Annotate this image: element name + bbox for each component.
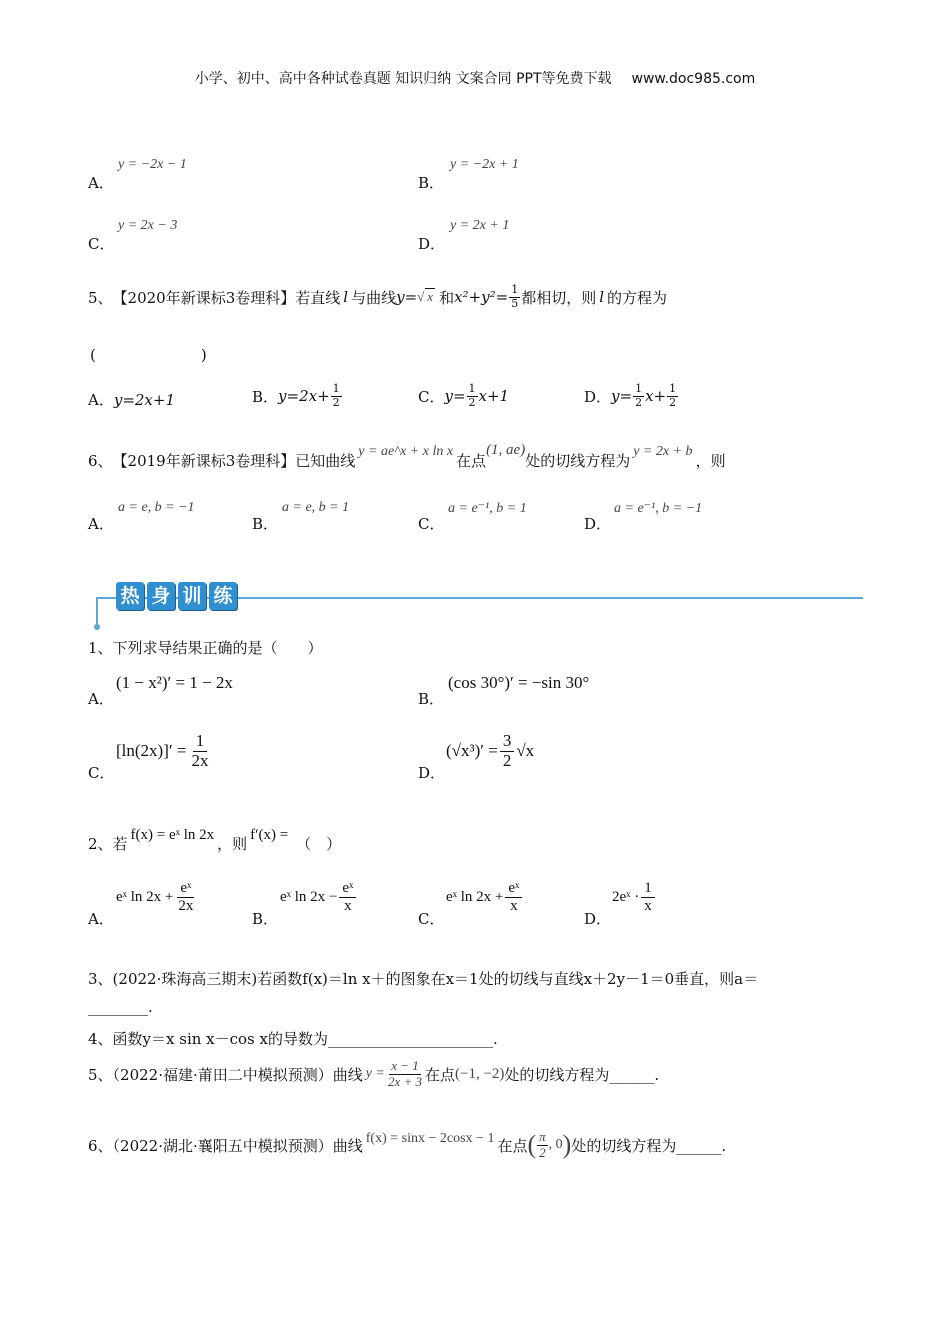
q4-option-b-label: B．	[418, 174, 445, 192]
q5-option-d-frac2-den: 2	[669, 395, 677, 409]
w1-option-c-expr-a: [ln(2x)]′ =	[116, 741, 187, 761]
w1-option-c-frac-den: 2x	[191, 750, 209, 770]
q5-frac-den: 5	[511, 296, 519, 310]
w1-option-c-frac	[188, 732, 211, 770]
w2-option-a-expr	[116, 880, 198, 914]
w1-option-c-label: C．	[88, 764, 115, 782]
q4-option-b-expr: y = −2x + 1	[450, 157, 519, 172]
w2-option-c-expr-a: eˣ ln 2x +	[446, 888, 504, 905]
w1-option-c-frac-num: 1	[193, 732, 208, 752]
header-text: 小学、初中、高中各种试卷真题 知识归纳 文案合同 PPT等免费下载	[194, 71, 612, 87]
w5-stem	[88, 1054, 659, 1094]
w1-option-b-label: B．	[418, 690, 445, 708]
q6-stem	[88, 443, 726, 477]
q5-option-a	[88, 389, 175, 410]
q5-option-b-frac-den: 2	[332, 395, 340, 409]
q4-option-c-label: C．	[88, 235, 115, 253]
w1-option-d-frac-num: 3	[500, 732, 515, 752]
q5-option-d-frac2	[667, 383, 678, 409]
w1-option-d-frac-den: 2	[502, 750, 512, 770]
w2-option-c-frac	[505, 880, 522, 914]
q5-frac-num: 1	[511, 283, 519, 296]
q5-option-d-frac-num: 1	[635, 381, 643, 395]
q6-option-a-label: A．	[88, 515, 114, 533]
q6-option-a-expr: a = e, b = −1	[118, 500, 195, 515]
q5-option-d-frac2-num: 1	[669, 381, 677, 395]
w5-frac-den: 2x + 3	[387, 1073, 422, 1089]
q5-option-b	[252, 377, 343, 415]
q5-option-d-frac-den: 2	[635, 395, 643, 409]
w2-option-c-frac-num: eˣ	[505, 880, 522, 898]
header-url[interactable]: www.doc985.com	[631, 71, 756, 87]
w2-option-a-expr-a: eˣ ln 2x +	[116, 888, 174, 905]
q5-sqrt	[417, 289, 435, 305]
q5-text-a: 若直线	[295, 288, 341, 307]
w2-option-d-expr	[612, 880, 657, 914]
w2-option-d-frac-den: x	[644, 897, 652, 914]
q5-option-d-expr-b: x+	[645, 387, 667, 405]
banner-char-1: 热	[116, 582, 144, 610]
w2-option-c-label: C．	[418, 910, 445, 928]
q6-text-b: 在点	[456, 451, 487, 470]
q6-option-c-label: C．	[418, 515, 445, 533]
q5-option-c-frac	[467, 383, 478, 409]
q5-option-c-expr-b: x+1	[478, 387, 510, 405]
w2-option-d-frac-num: 1	[641, 880, 655, 898]
q5-number: 5、	[88, 288, 113, 307]
w5-frac	[386, 1059, 424, 1090]
q6-option-b-label: B．	[252, 515, 279, 533]
q5-option-a-label: A．	[88, 391, 114, 409]
w1-option-d-label: D．	[418, 764, 446, 782]
w1-option-a-label: A．	[88, 690, 114, 708]
w1-option-d-expr-a: (√x³)′ =	[446, 741, 498, 761]
section-banner-dot	[94, 624, 100, 630]
w2-option-b-expr-a: eˣ ln 2x −	[280, 888, 338, 905]
q5-option-d-expr-a: y=	[611, 387, 633, 405]
w2-option-c-expr	[446, 880, 524, 914]
w2-text-a: 2、若	[88, 834, 128, 853]
w6-paren-right: )	[562, 1130, 572, 1159]
w2-option-a-frac-num: eˣ	[177, 880, 194, 898]
w3-line2: ________.	[88, 998, 153, 1016]
w2-option-b-frac-num: eˣ	[339, 880, 356, 898]
q5-text-c: 和	[439, 288, 455, 307]
q4-option-d-label: D．	[418, 235, 446, 253]
w6-func: f(x) = sinx − 2cosx − 1	[365, 1131, 495, 1146]
w2-option-d-label: D．	[584, 910, 612, 928]
w6-text-a: 6、（2022·湖北·襄阳五中模拟预测）曲线	[88, 1136, 363, 1155]
w6-paren-left: (	[527, 1130, 537, 1159]
q5-frac	[509, 284, 520, 310]
w2-option-d-frac	[641, 880, 655, 914]
q5-source: 【2020年新课标3卷理科】	[112, 288, 296, 307]
w6-text-b: 在点	[497, 1136, 528, 1155]
banner-char-2: 身	[147, 582, 175, 610]
q6-text-a: 已知曲线	[295, 451, 356, 470]
section-banner-vline	[96, 597, 98, 625]
q5-option-b-frac-num: 1	[332, 381, 340, 395]
w1-option-b-expr: (cos 30°)′ = −sin 30°	[448, 673, 590, 692]
q5-option-c-frac-num: 1	[468, 381, 476, 395]
q5-option-c-frac-den: 2	[468, 395, 476, 409]
w2-text-b: ，则	[217, 834, 248, 853]
w1-option-d-frac	[500, 732, 515, 770]
w2-deriv: f′(x) =	[250, 826, 289, 843]
w4-stem: 4、函数y＝x sin x－cos x的导数为______________________.	[88, 1030, 498, 1048]
w5-y-eq: y =	[365, 1066, 385, 1081]
w2-func: f(x) = eˣ ln 2x	[130, 826, 215, 843]
w1-option-d-expr	[446, 732, 534, 770]
w2-option-c-frac-den: x	[510, 897, 518, 914]
q6-tangent: y = 2x + b	[633, 444, 693, 459]
w1-option-c-expr	[116, 732, 213, 770]
q5-circle: x²+y²=	[454, 288, 509, 307]
q6-text-d: ，则	[695, 451, 726, 470]
w2-option-a-frac-den: 2x	[178, 897, 194, 914]
q6-option-c-expr: a = e⁻¹, b = 1	[448, 501, 527, 516]
w2-option-b-expr	[280, 880, 358, 914]
q6-point: (1, ae)	[486, 441, 526, 458]
w1-option-d-expr-b: √x	[516, 741, 535, 761]
q6-option-d-label: D．	[584, 515, 612, 533]
w2-option-d-expr-a: 2eˣ ·	[612, 888, 640, 905]
w2-paren: （ ）	[296, 834, 342, 853]
q4-option-c-expr: y = 2x − 3	[118, 218, 178, 233]
q6-option-d-expr: a = e⁻¹, b = −1	[614, 501, 703, 516]
q5-stem	[88, 284, 667, 310]
q5-option-d-label: D．	[584, 387, 612, 406]
w2-stem	[88, 825, 341, 861]
q5-text-d: 都相切，则	[521, 288, 597, 307]
w6-point-y: , 0	[548, 1137, 563, 1152]
q5-text-e: 的方程为	[607, 288, 668, 307]
w5-point: (−1, −2)	[455, 1065, 505, 1082]
q5-option-d	[584, 377, 679, 415]
page-header	[0, 68, 950, 88]
q5-curve-y: y=	[396, 288, 418, 307]
w6-text-c: 处的切线方程为______.	[571, 1136, 727, 1155]
q6-curve: y = ae^x + x ln x	[358, 444, 454, 459]
w2-option-a-label: A．	[88, 910, 114, 928]
w6-frac	[537, 1130, 548, 1161]
q5-option-b-expr: y=2x+	[278, 387, 330, 405]
w2-option-b-label: B．	[252, 910, 279, 928]
q5-sqrt-x: x	[427, 289, 434, 305]
banner-char-4: 练	[209, 582, 237, 610]
q5-option-c-label: C．	[418, 387, 445, 406]
q6-source: 【2019年新课标3卷理科】	[112, 451, 296, 470]
q5-option-d-frac	[633, 383, 644, 409]
q4-option-a-label: A．	[88, 174, 114, 192]
q4-option-d-expr: y = 2x + 1	[450, 218, 510, 233]
q5-option-a-expr: y=2x+1	[113, 390, 176, 409]
w6-frac-num: π	[539, 1128, 546, 1144]
q5-l: l	[343, 288, 349, 307]
w1-option-a-expr: (1 − x²)′ = 1 − 2x	[116, 673, 233, 692]
q5-option-c	[418, 377, 509, 415]
q6-number: 6、	[88, 451, 113, 470]
section-banner	[116, 580, 240, 612]
q5-answer-paren: ( )	[90, 346, 207, 364]
w5-frac-num: x − 1	[391, 1057, 419, 1073]
w2-option-b-frac-den: x	[344, 897, 352, 914]
w1-stem: 1、下列求导结果正确的是（ ）	[88, 639, 323, 657]
banner-char-3: 训	[178, 582, 206, 610]
q5-option-b-label: B．	[252, 387, 279, 406]
q4-option-a-expr: y = −2x − 1	[118, 157, 187, 172]
w3-line1: 3、(2022·珠海高三期末)若函数f(x)＝ln x＋的图象在x＝1处的切线与直线x＋2y－1＝0垂直，则a＝	[88, 970, 759, 988]
w5-text-b: 在点	[424, 1065, 455, 1084]
w6-frac-den: 2	[539, 1144, 546, 1160]
q5-l-2: l	[599, 288, 605, 307]
q6-option-b-expr: a = e, b = 1	[282, 500, 350, 515]
w6-stem	[88, 1120, 726, 1170]
w2-option-b-frac	[339, 880, 356, 914]
q6-text-c: 处的切线方程为	[525, 451, 631, 470]
w2-option-a-frac	[175, 880, 196, 914]
q5-text-b: 与曲线	[351, 288, 397, 307]
q5-option-b-frac	[331, 383, 342, 409]
w5-text-c: 处的切线方程为______.	[504, 1065, 660, 1084]
q5-option-c-expr-a: y=	[444, 387, 466, 405]
w5-text-a: 5、（2022·福建·莆田二中模拟预测）曲线	[88, 1065, 363, 1084]
